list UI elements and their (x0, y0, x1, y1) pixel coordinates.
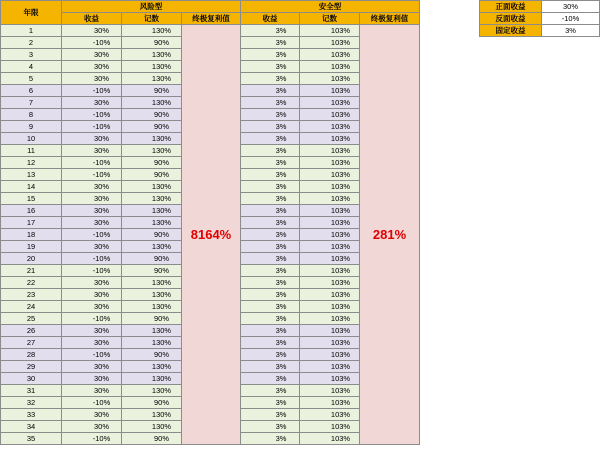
param-value[interactable]: 3% (542, 25, 600, 37)
safe-count-cell[interactable]: 103% (300, 157, 360, 169)
risk-count-cell[interactable]: 90% (122, 37, 182, 49)
risk-return-cell[interactable]: 30% (62, 25, 122, 37)
risk-return-header[interactable]: 收益 (62, 13, 122, 25)
risk-return-cell[interactable]: 30% (62, 241, 122, 253)
safe-count-cell[interactable]: 103% (300, 313, 360, 325)
safe-count-cell[interactable]: 103% (300, 121, 360, 133)
risk-return-cell[interactable]: 30% (62, 325, 122, 337)
risk-return-cell[interactable]: 30% (62, 409, 122, 421)
safe-final-header[interactable]: 终极复利值 (360, 13, 420, 25)
safe-return-cell[interactable]: 3% (241, 325, 300, 337)
risk-count-cell[interactable]: 90% (122, 157, 182, 169)
risk-group-header[interactable]: 风险型 (62, 1, 241, 13)
safe-count-cell[interactable]: 103% (300, 133, 360, 145)
safe-count-cell[interactable]: 103% (300, 265, 360, 277)
safe-return-cell[interactable]: 3% (241, 73, 300, 85)
risk-count-cell[interactable]: 90% (122, 313, 182, 325)
risk-return-cell[interactable]: -10% (62, 253, 122, 265)
year-cell[interactable]: 14 (1, 181, 62, 193)
safe-count-cell[interactable]: 103% (300, 361, 360, 373)
year-cell[interactable]: 8 (1, 109, 62, 121)
year-cell[interactable]: 17 (1, 217, 62, 229)
safe-return-cell[interactable]: 3% (241, 49, 300, 61)
risk-return-cell[interactable]: 30% (62, 193, 122, 205)
risk-count-cell[interactable]: 130% (122, 301, 182, 313)
spacer-column (420, 1, 480, 445)
risk-return-cell[interactable]: 30% (62, 373, 122, 385)
year-cell[interactable]: 7 (1, 97, 62, 109)
risk-return-cell[interactable]: 30% (62, 145, 122, 157)
year-cell[interactable]: 2 (1, 37, 62, 49)
risk-return-cell[interactable]: -10% (62, 229, 122, 241)
safe-count-cell[interactable]: 103% (300, 277, 360, 289)
risk-count-cell[interactable]: 130% (122, 289, 182, 301)
safe-return-cell[interactable]: 3% (241, 61, 300, 73)
risk-return-cell[interactable]: -10% (62, 397, 122, 409)
risk-count-cell[interactable]: 130% (122, 73, 182, 85)
param-label[interactable]: 反面收益 (480, 13, 542, 25)
safe-return-cell[interactable]: 3% (241, 169, 300, 181)
year-cell[interactable]: 25 (1, 313, 62, 325)
risk-count-cell[interactable]: 130% (122, 277, 182, 289)
year-cell[interactable]: 15 (1, 193, 62, 205)
year-cell[interactable]: 4 (1, 61, 62, 73)
param-row (480, 13, 600, 25)
risk-return-cell[interactable]: 30% (62, 73, 122, 85)
year-cell[interactable]: 22 (1, 277, 62, 289)
risk-count-cell[interactable]: 130% (122, 325, 182, 337)
safe-return-cell[interactable]: 3% (241, 289, 300, 301)
risk-count-cell[interactable]: 130% (122, 25, 182, 37)
risk-count-cell[interactable]: 130% (122, 193, 182, 205)
safe-return-cell[interactable]: 3% (241, 121, 300, 133)
risk-return-cell[interactable]: -10% (62, 169, 122, 181)
year-cell[interactable]: 3 (1, 49, 62, 61)
safe-count-cell[interactable]: 103% (300, 181, 360, 193)
year-cell[interactable]: 11 (1, 145, 62, 157)
safe-return-cell[interactable]: 3% (241, 313, 300, 325)
safe-count-cell[interactable]: 103% (300, 325, 360, 337)
safe-count-cell[interactable]: 103% (300, 25, 360, 37)
safe-count-cell[interactable]: 103% (300, 97, 360, 109)
safe-count-cell[interactable]: 103% (300, 337, 360, 349)
risk-return-cell[interactable]: -10% (62, 85, 122, 97)
risk-return-cell[interactable]: 30% (62, 301, 122, 313)
risk-return-cell[interactable]: 30% (62, 97, 122, 109)
risk-count-cell[interactable]: 130% (122, 217, 182, 229)
risk-return-cell[interactable]: 30% (62, 133, 122, 145)
safe-count-cell[interactable]: 103% (300, 109, 360, 121)
safe-return-cell[interactable]: 3% (241, 85, 300, 97)
risk-count-cell[interactable]: 130% (122, 205, 182, 217)
safe-count-cell[interactable]: 103% (300, 433, 360, 445)
year-cell[interactable]: 26 (1, 325, 62, 337)
table-row (1, 25, 480, 37)
param-value[interactable]: 30% (542, 1, 600, 13)
safe-count-cell[interactable]: 103% (300, 85, 360, 97)
safe-return-cell[interactable]: 3% (241, 253, 300, 265)
year-cell[interactable]: 10 (1, 133, 62, 145)
safe-count-cell[interactable]: 103% (300, 373, 360, 385)
risk-count-cell[interactable]: 130% (122, 241, 182, 253)
risk-count-cell[interactable]: 90% (122, 121, 182, 133)
year-cell[interactable]: 18 (1, 229, 62, 241)
year-cell[interactable]: 34 (1, 421, 62, 433)
safe-return-cell[interactable]: 3% (241, 145, 300, 157)
year-cell[interactable]: 27 (1, 337, 62, 349)
safe-count-cell[interactable]: 103% (300, 37, 360, 49)
risk-count-cell[interactable]: 90% (122, 265, 182, 277)
year-cell[interactable]: 35 (1, 433, 62, 445)
year-cell[interactable]: 31 (1, 385, 62, 397)
safe-return-cell[interactable]: 3% (241, 37, 300, 49)
year-cell[interactable]: 32 (1, 397, 62, 409)
safe-count-cell[interactable]: 103% (300, 145, 360, 157)
param-value[interactable]: -10% (542, 13, 600, 25)
safe-return-cell[interactable]: 3% (241, 97, 300, 109)
safe-return-cell[interactable]: 3% (241, 133, 300, 145)
year-header[interactable]: 年限 (1, 1, 62, 25)
param-label[interactable]: 固定收益 (480, 25, 542, 37)
safe-count-cell[interactable]: 103% (300, 193, 360, 205)
safe-count-cell[interactable]: 103% (300, 73, 360, 85)
safe-count-cell[interactable]: 103% (300, 409, 360, 421)
risk-count-cell[interactable]: 90% (122, 85, 182, 97)
safe-count-cell[interactable]: 103% (300, 49, 360, 61)
param-row (480, 1, 600, 13)
risk-count-cell[interactable]: 90% (122, 397, 182, 409)
risk-count-cell[interactable]: 90% (122, 433, 182, 445)
risk-return-cell[interactable]: 30% (62, 205, 122, 217)
year-cell[interactable]: 16 (1, 205, 62, 217)
year-cell[interactable]: 29 (1, 361, 62, 373)
safe-count-cell[interactable]: 103% (300, 217, 360, 229)
safe-return-cell[interactable]: 3% (241, 109, 300, 121)
risk-count-cell[interactable]: 130% (122, 421, 182, 433)
year-cell[interactable]: 20 (1, 253, 62, 265)
safe-count-cell[interactable]: 103% (300, 241, 360, 253)
risk-count-cell[interactable]: 130% (122, 145, 182, 157)
risk-count-cell[interactable]: 130% (122, 385, 182, 397)
risk-return-cell[interactable]: -10% (62, 265, 122, 277)
year-cell[interactable]: 30 (1, 373, 62, 385)
safe-count-cell[interactable]: 103% (300, 421, 360, 433)
year-cell[interactable]: 24 (1, 301, 62, 313)
risk-count-cell[interactable]: 130% (122, 181, 182, 193)
safe-count-cell[interactable]: 103% (300, 289, 360, 301)
risk-return-cell[interactable]: 30% (62, 421, 122, 433)
risk-return-cell[interactable]: 30% (62, 361, 122, 373)
safe-final-value[interactable]: 281% (360, 25, 420, 445)
risk-count-cell[interactable]: 130% (122, 97, 182, 109)
year-cell[interactable]: 33 (1, 409, 62, 421)
safe-return-cell[interactable]: 3% (241, 157, 300, 169)
safe-return-cell[interactable]: 3% (241, 193, 300, 205)
param-label[interactable]: 正面收益 (480, 1, 542, 13)
safe-return-cell[interactable]: 3% (241, 181, 300, 193)
year-cell[interactable]: 19 (1, 241, 62, 253)
safe-count-cell[interactable]: 103% (300, 229, 360, 241)
risk-return-cell[interactable]: 30% (62, 217, 122, 229)
year-cell[interactable]: 28 (1, 349, 62, 361)
risk-count-cell[interactable]: 130% (122, 49, 182, 61)
safe-count-cell[interactable]: 103% (300, 205, 360, 217)
safe-return-cell[interactable]: 3% (241, 397, 300, 409)
risk-return-cell[interactable]: -10% (62, 349, 122, 361)
risk-return-cell[interactable]: -10% (62, 313, 122, 325)
risk-count-cell[interactable]: 130% (122, 409, 182, 421)
year-cell[interactable]: 12 (1, 157, 62, 169)
risk-count-cell[interactable]: 130% (122, 337, 182, 349)
safe-count-cell[interactable]: 103% (300, 253, 360, 265)
year-cell[interactable]: 5 (1, 73, 62, 85)
safe-return-cell[interactable]: 3% (241, 373, 300, 385)
year-cell[interactable]: 6 (1, 85, 62, 97)
safe-count-cell[interactable]: 103% (300, 385, 360, 397)
safe-count-cell[interactable]: 103% (300, 397, 360, 409)
param-row (480, 25, 600, 37)
safe-return-cell[interactable]: 3% (241, 301, 300, 313)
safe-return-cell[interactable]: 3% (241, 229, 300, 241)
risk-count-cell[interactable]: 130% (122, 373, 182, 385)
risk-return-cell[interactable]: -10% (62, 37, 122, 49)
risk-return-cell[interactable]: 30% (62, 49, 122, 61)
risk-return-cell[interactable]: -10% (62, 433, 122, 445)
safe-return-header[interactable]: 收益 (241, 13, 300, 25)
risk-count-cell[interactable]: 130% (122, 133, 182, 145)
risk-final-value[interactable]: 8164% (182, 25, 241, 445)
risk-count-cell[interactable]: 90% (122, 229, 182, 241)
risk-return-cell[interactable]: 30% (62, 181, 122, 193)
risk-count-cell[interactable]: 90% (122, 349, 182, 361)
risk-return-cell[interactable]: -10% (62, 157, 122, 169)
risk-count-header[interactable]: 记数 (122, 13, 182, 25)
risk-return-cell[interactable]: 30% (62, 289, 122, 301)
year-cell[interactable]: 13 (1, 169, 62, 181)
safe-return-cell[interactable]: 3% (241, 205, 300, 217)
risk-count-cell[interactable]: 90% (122, 169, 182, 181)
parameter-table (479, 0, 600, 37)
safe-return-cell[interactable]: 3% (241, 337, 300, 349)
year-cell[interactable]: 9 (1, 121, 62, 133)
safe-return-cell[interactable]: 3% (241, 349, 300, 361)
safe-return-cell[interactable]: 3% (241, 409, 300, 421)
risk-return-cell[interactable]: 30% (62, 61, 122, 73)
safe-return-cell[interactable]: 3% (241, 385, 300, 397)
risk-return-cell[interactable]: 30% (62, 277, 122, 289)
safe-count-header[interactable]: 记数 (300, 13, 360, 25)
safe-return-cell[interactable]: 3% (241, 241, 300, 253)
safe-return-cell[interactable]: 3% (241, 277, 300, 289)
risk-return-cell[interactable]: 30% (62, 385, 122, 397)
year-cell[interactable]: 1 (1, 25, 62, 37)
safe-return-cell[interactable]: 3% (241, 25, 300, 37)
risk-count-cell[interactable]: 90% (122, 253, 182, 265)
safe-count-cell[interactable]: 103% (300, 301, 360, 313)
risk-count-cell[interactable]: 130% (122, 361, 182, 373)
risk-return-cell[interactable]: -10% (62, 121, 122, 133)
safe-count-cell[interactable]: 103% (300, 349, 360, 361)
risk-return-cell[interactable]: -10% (62, 109, 122, 121)
safe-return-cell[interactable]: 3% (241, 217, 300, 229)
year-cell[interactable]: 23 (1, 289, 62, 301)
safe-return-cell[interactable]: 3% (241, 433, 300, 445)
safe-group-header[interactable]: 安全型 (241, 1, 420, 13)
risk-final-header[interactable]: 终极复利值 (182, 13, 241, 25)
risk-count-cell[interactable]: 130% (122, 61, 182, 73)
safe-count-cell[interactable]: 103% (300, 61, 360, 73)
risk-count-cell[interactable]: 90% (122, 109, 182, 121)
risk-return-cell[interactable]: 30% (62, 337, 122, 349)
safe-return-cell[interactable]: 3% (241, 421, 300, 433)
safe-return-cell[interactable]: 3% (241, 265, 300, 277)
safe-return-cell[interactable]: 3% (241, 361, 300, 373)
safe-count-cell[interactable]: 103% (300, 169, 360, 181)
year-cell[interactable]: 21 (1, 265, 62, 277)
